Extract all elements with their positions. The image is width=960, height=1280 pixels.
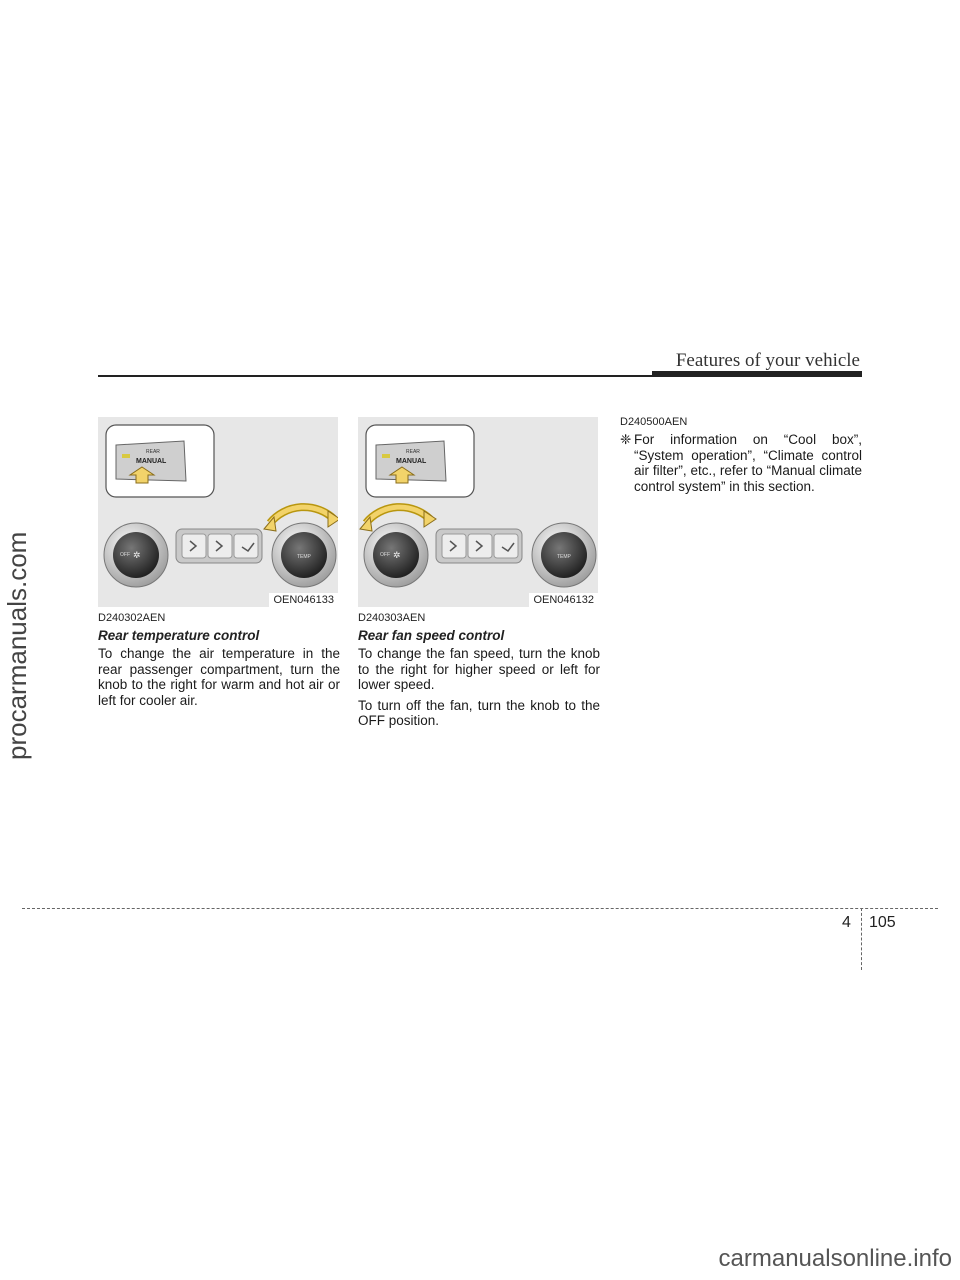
section-title: Rear temperature control — [98, 628, 260, 643]
note-text: For information on “Cool box”, “System operation”, “Climate control air filter”, etc., refer to “Manual climate control system” in this section. — [634, 432, 862, 494]
section-note — [620, 416, 862, 494]
figure-rear-temperature — [98, 417, 338, 607]
temp-label: TEMP — [297, 554, 311, 560]
manual-label: MANUAL — [396, 458, 427, 465]
off-label: OFF — [120, 552, 130, 558]
section-paragraph: To change the fan speed, turn the knob to the right for higher speed or left for lower speed. — [358, 646, 600, 693]
section-rear-fan-speed — [358, 612, 600, 734]
header-tab-bar — [652, 371, 862, 377]
temp-label: TEMP — [557, 554, 571, 560]
note-block — [620, 432, 862, 494]
figure-rear-fan-speed — [358, 417, 598, 607]
section-paragraph: To turn off the fan, turn the knob to the OFF position. — [358, 697, 600, 729]
section-code: D240303AEN — [358, 612, 426, 624]
section-title: Rear fan speed control — [358, 628, 505, 643]
section-rear-temperature — [98, 612, 340, 713]
side-watermark: procarmanuals.com — [2, 531, 32, 760]
running-header: Features of your vehicle — [675, 350, 860, 371]
section-code: D240302AEN — [98, 612, 166, 624]
chapter-number: 4 — [842, 914, 851, 931]
off-label: OFF — [380, 552, 390, 558]
footer-dashed-rule — [22, 908, 938, 909]
fan-icon: ✲ — [133, 550, 141, 560]
footer-dashed-divider — [861, 908, 862, 970]
rear-label: REAR — [146, 449, 160, 455]
note-symbol: ❈ — [620, 432, 632, 447]
manual-label: MANUAL — [136, 458, 167, 465]
section-paragraph: To change the air temperature in the rear passenger compartment, turn the knob to the right for warm and hot air or left for cooler air. — [98, 646, 340, 708]
figure-code: OEN046132 — [529, 593, 598, 607]
bottom-watermark: carmanualsonline.info — [718, 1245, 952, 1272]
rear-label: REAR — [406, 449, 420, 455]
fan-icon: ✲ — [393, 550, 401, 560]
page-number: 105 — [869, 914, 896, 931]
figure-code: OEN046133 — [269, 593, 338, 607]
note-code: D240500AEN — [620, 416, 688, 428]
